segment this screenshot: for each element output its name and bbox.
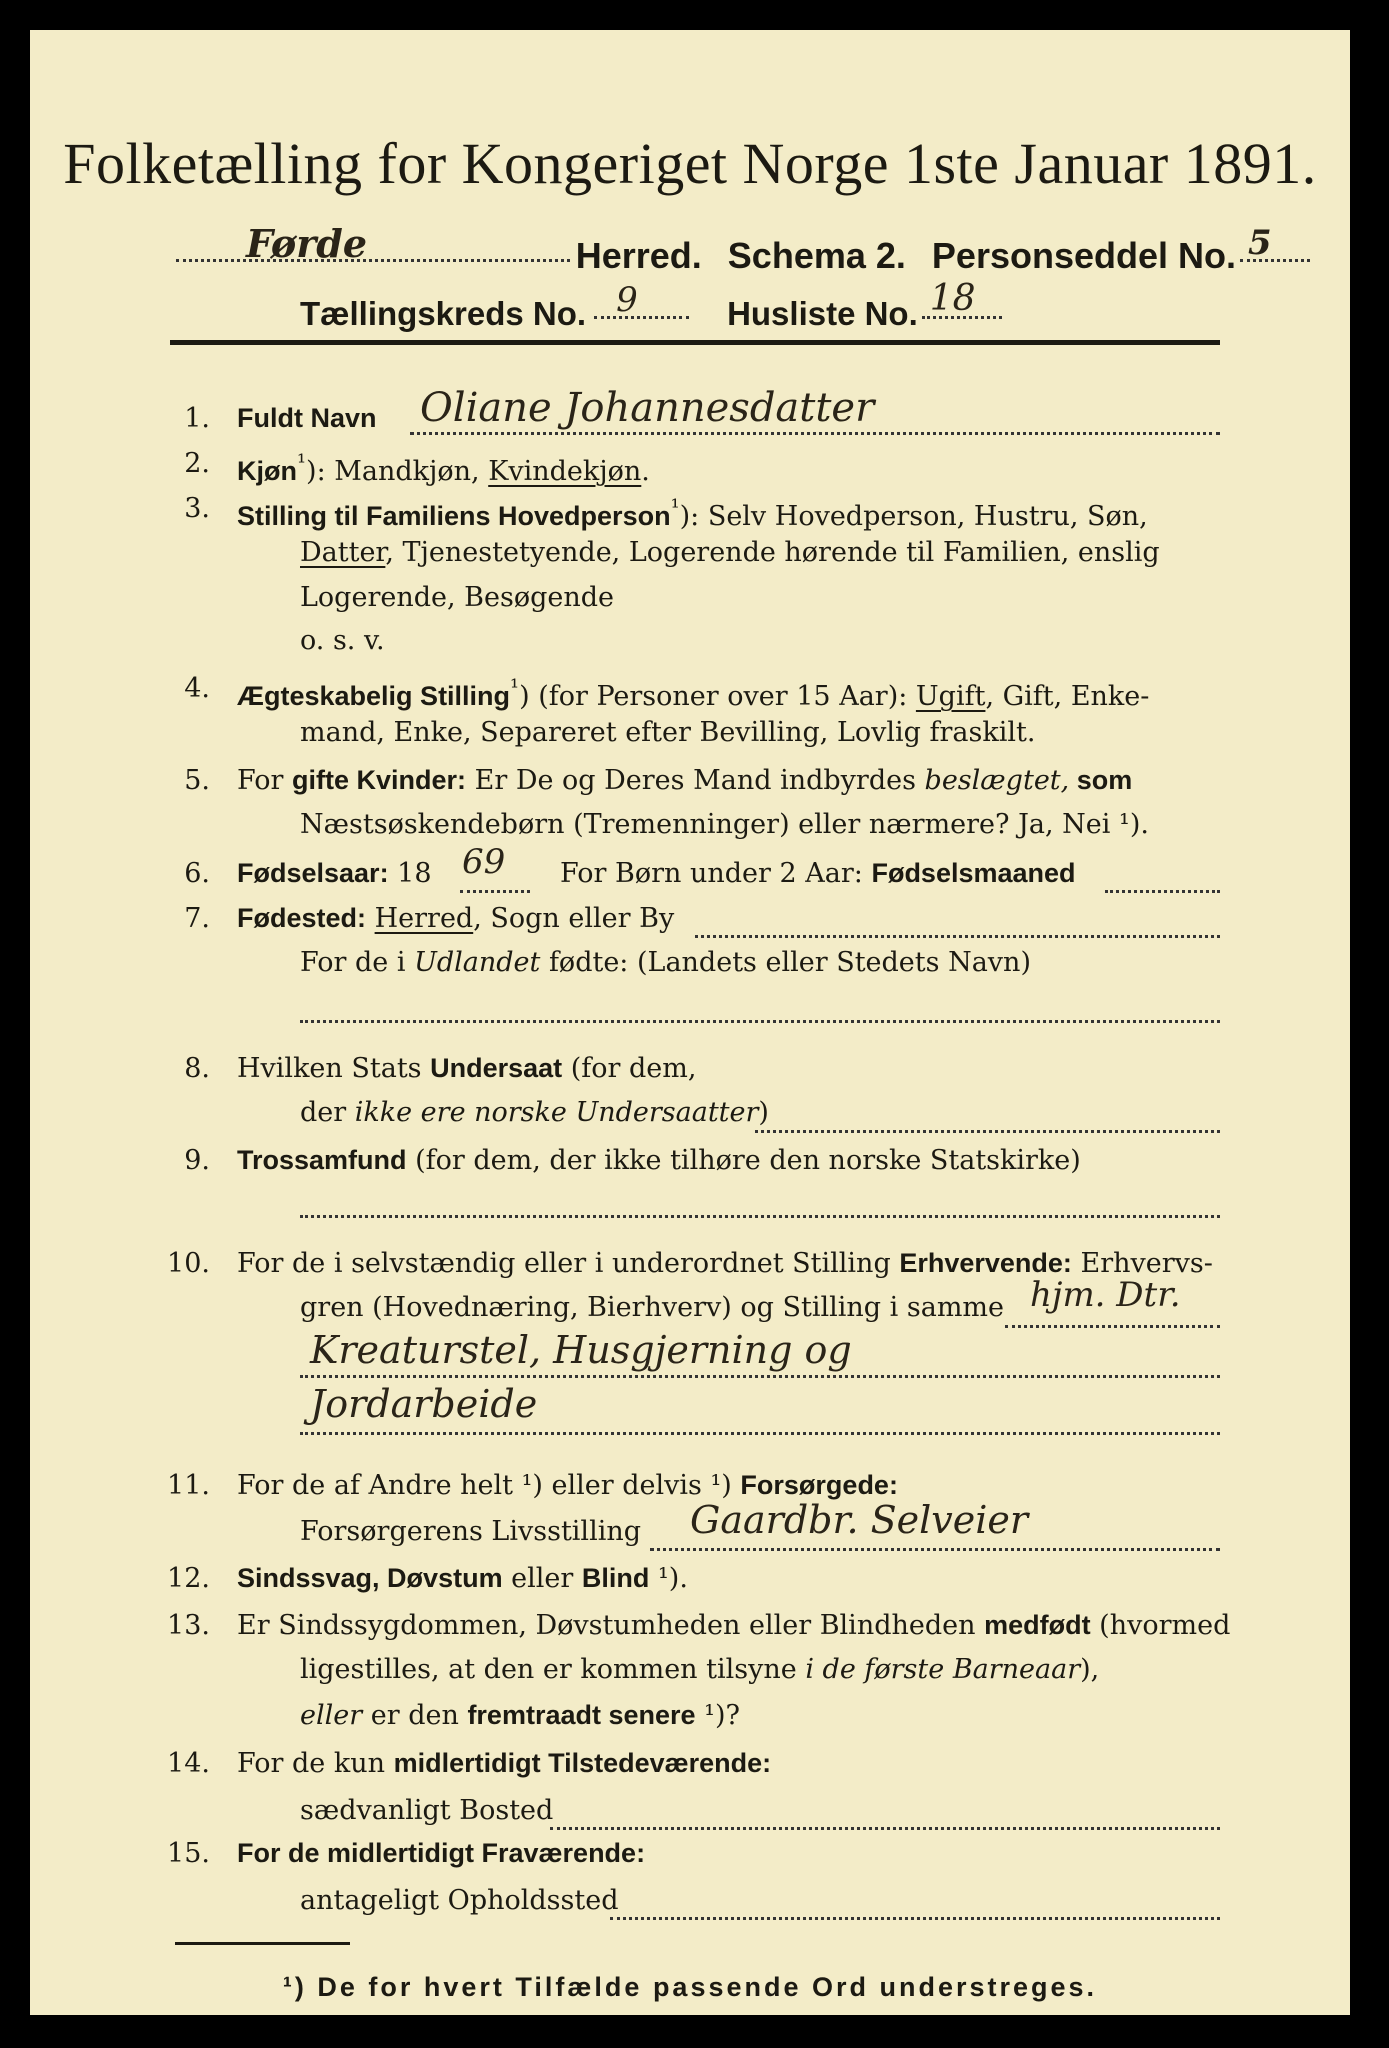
- q1-label: Fuldt Navn: [237, 403, 377, 433]
- q15-line2: antageligt Opholdssted: [300, 1885, 619, 1916]
- taellingskreds-value: 9: [616, 280, 638, 320]
- q3-selected: Datter: [300, 537, 386, 568]
- q8-line1: Hvilken Stats Undersaat (for dem,: [237, 1053, 697, 1084]
- q8-line2: der ikke ere norske Undersaatter): [300, 1097, 769, 1128]
- husliste-label: Husliste No.: [727, 295, 918, 332]
- header-rule: [170, 340, 1220, 345]
- q11-line1: For de af Andre helt ¹) eller delvis ¹) Forsørgede:: [237, 1470, 898, 1501]
- q15-line1: For de midlertidigt Fraværende:: [237, 1838, 646, 1868]
- q1-number: 1.: [184, 403, 210, 434]
- schema-label: Schema 2.: [727, 235, 906, 276]
- q14-number: 14.: [167, 1748, 210, 1779]
- q10-line1: For de i selvstændig eller i underordnet Stilling Erhvervende: Erhvervs-: [237, 1248, 1213, 1279]
- q11-value: Gaardbr. Selveier: [690, 1498, 1029, 1542]
- q6-year-value: 69: [462, 842, 506, 882]
- q12-line1: Sindssvag, Døvstum eller Blind ¹).: [237, 1563, 688, 1594]
- q13-line1: Er Sindssygdommen, Døvstumheden eller Blindheden medfødt (hvormed: [237, 1610, 1231, 1641]
- q3-line1: Stilling til Familiens Hovedperson$^{^1}$): Selv Hovedperson, Hustru, Søn,: [237, 495, 1148, 532]
- q3-line2: Datter, Tjenestetyende, Logerende hørende til Familien, enslig: [300, 537, 1160, 568]
- q3-line4: o. s. v.: [300, 625, 385, 656]
- q9-number: 9.: [184, 1145, 210, 1176]
- q13-number: 13.: [167, 1610, 210, 1641]
- q13-line3: eller er den fremtraadt senere ¹)?: [300, 1700, 740, 1731]
- q10-number: 10.: [167, 1248, 210, 1279]
- footnote: ¹) De for hvert Tilfælde passende Ord understreges.: [282, 1972, 1098, 2002]
- q2-number: 2.: [184, 448, 210, 479]
- q7-selected: Herred: [374, 903, 474, 934]
- personseddel-value: 5: [1248, 223, 1272, 263]
- q5-number: 5.: [184, 765, 210, 796]
- q7-line1: Fødested: Herred, Sogn eller By: [237, 903, 675, 934]
- herred-label: Herred.: [575, 235, 702, 276]
- q2-text: Kjøn$^{^1}$): Mandkjøn, Kvindekjøn.: [237, 450, 650, 487]
- q3-number: 3.: [184, 493, 210, 524]
- herred-value: Førde: [246, 221, 368, 266]
- q13-line2: ligestilles, at den er kommen tilsyne i de første Barneaar),: [300, 1654, 1100, 1685]
- personseddel-label: Personseddel No.: [931, 235, 1236, 276]
- q7-number: 7.: [184, 903, 210, 934]
- census-form: [30, 30, 1350, 2015]
- q12-number: 12.: [167, 1563, 210, 1594]
- q4-number: 4.: [184, 673, 210, 704]
- q10-value-1: hjm. Dtr.: [1030, 1275, 1181, 1315]
- q1-value: Oliane Johannesdatter: [420, 385, 875, 431]
- form-title: Folketælling for Kongeriget Norge 1ste Januar 1891.: [63, 131, 1317, 196]
- q10-line2: gren (Hovednæring, Bierhverv) og Stilling i samme: [300, 1292, 1005, 1323]
- q7-line2: For de i Udlandet fødte: (Landets eller Stedets Navn): [300, 947, 1031, 978]
- q2-selected: Kvindekjøn: [488, 456, 642, 487]
- q4-line2: mand, Enke, Separeret efter Bevilling, Lovlig fraskilt.: [300, 717, 1036, 748]
- footnote-rule: [175, 1942, 350, 1945]
- q3-line3: Logerende, Besøgende: [300, 582, 614, 613]
- q14-line2: sædvanligt Bosted: [300, 1795, 554, 1826]
- q6-label: Fødselsaar: 18: [237, 858, 432, 889]
- q9-line1: Trossamfund (for dem, der ikke tilhøre den norske Statskirke): [237, 1145, 1081, 1176]
- q11-line2: Forsørgerens Livsstilling: [300, 1516, 642, 1547]
- q8-number: 8.: [184, 1053, 210, 1084]
- header-line-kreds: [300, 278, 1150, 333]
- taellingskreds-label: Tællingskreds No.: [300, 295, 587, 332]
- q10-value-3: Jordarbeide: [310, 1382, 538, 1426]
- q15-number: 15.: [167, 1838, 210, 1869]
- q5-line1: For gifte Kvinder: Er De og Deres Mand indbyrdes beslægtet, som: [237, 765, 1133, 796]
- q6-rest: For Børn under 2 Aar: Fødselsmaaned: [560, 858, 1076, 889]
- husliste-value: 18: [929, 278, 976, 319]
- q5-line2: Næstsøskendebørn (Tremenninger) eller nærmere? Ja, Nei ¹).: [300, 809, 1149, 840]
- header-line-herred: [170, 221, 1310, 277]
- q11-number: 11.: [167, 1470, 210, 1501]
- q10-value-2: Kreaturstel, Husgjerning og: [310, 1328, 852, 1372]
- q6-number: 6.: [184, 858, 210, 889]
- q4-selected: Ugift: [915, 681, 986, 712]
- q14-line1: For de kun midlertidigt Tilstedeværende:: [237, 1748, 772, 1779]
- q4-line1: Ægteskabelig Stilling$^{^1}$) (for Personer over 15 Aar): Ugift, Gift, Enke-: [237, 675, 1150, 712]
